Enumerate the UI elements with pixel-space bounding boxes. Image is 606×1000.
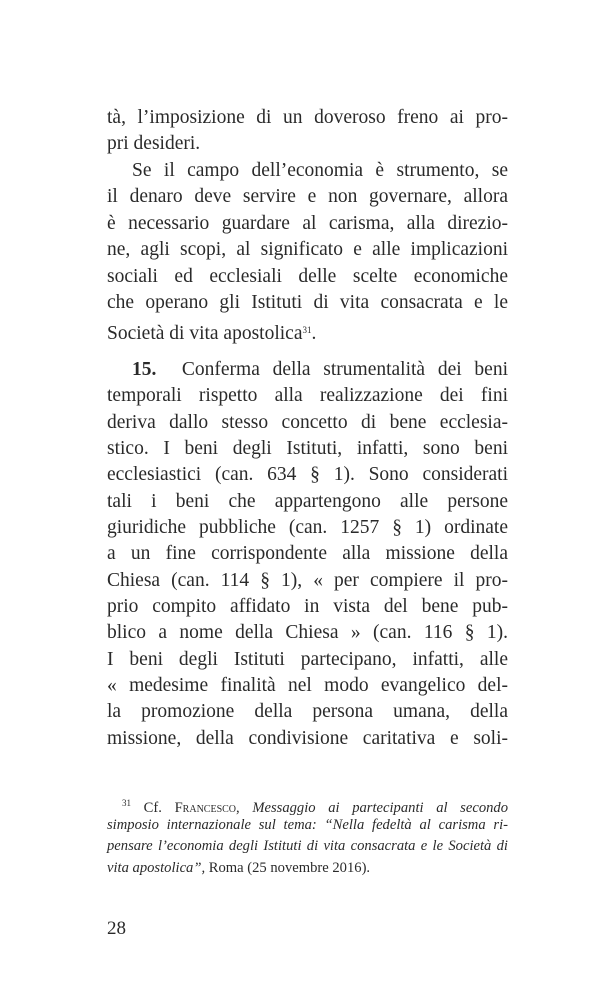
footnote-ref[interactable]: 31 [302,325,312,335]
footnote-number: 31 [122,798,131,808]
text-line: « medesime finalità nel modo evangelico del- [107,675,508,696]
text-line: stico. I beni degli Istituti, infatti, sono beni [107,438,508,459]
footnote-author: Francesco, [174,800,240,816]
section-number: 15. [132,359,157,380]
footnote-title: simposio internazionale sul tema: “Nella fedeltà al carisma ri- [107,817,508,833]
text-line: ecclesiastici (can. 634 § 1). Sono considerati [107,464,508,485]
text-line: Se il campo dell’economia è strumento, se [132,160,508,181]
text-line: ne, agli scopi, al significato e alle implicazioni [107,239,508,260]
text-line: pri desideri. [107,133,201,154]
text-line: è necessario guardare al carisma, alla direzio- [107,213,508,234]
text-line: sociali ed ecclesiali delle scelte economiche [107,266,508,287]
text-line: che operano gli Istituti di vita consacrata e le [107,292,508,313]
text-line: prio compito affidato in vista del bene pub- [107,596,508,617]
section-first-line [132,357,508,383]
footnote-cf: Cf. [143,800,162,816]
footnote-title: pensare l’economia degli Istituti di vita consacrata e le Società di [107,838,508,854]
text-line: missione, della condivisione caritativa e soli- [107,728,508,749]
text-line: Società di vita apostolica$^{31}$. [107,323,317,344]
footnote-title: vita apostolica”, [107,860,206,876]
text-line: blico a nome della Chiesa » (can. 116 § 1). [107,622,508,643]
page-number: 28 [107,918,126,939]
text-line: deriva dallo stesso concetto di bene ecclesia- [107,412,508,433]
footnote-line [107,858,508,880]
footnote-line [107,815,508,837]
text-line: il denaro deve servire e non governare, allora [107,186,508,207]
text-line: I beni degli Istituti partecipano, infatti, alle [107,649,508,670]
text-line: Chiesa (can. 114 § 1), « per compiere il pro- [107,570,508,591]
text-line: a un fine corrispondente alla missione della [107,543,508,564]
text-line: tà, l’imposizione di un doveroso freno ai pro- [107,107,508,128]
footnote-title: Messaggio ai partecipanti al secondo [252,800,509,816]
footnote-line [107,836,508,858]
text: Società di vita apostolica [107,323,303,344]
text-line: la promozione della persona umana, della [107,701,508,722]
footnote-text: Roma (25 novembre 2016). [208,860,371,876]
text: Conferma della strumentalità dei beni [181,359,508,380]
text-line: tali i beni che appartengono alle persone [107,491,508,512]
text-line: giuridiche pubbliche (can. 1257 § 1) ordinate [107,517,508,538]
text-line: temporali rispetto alla realizzazione dei fini [107,385,508,406]
